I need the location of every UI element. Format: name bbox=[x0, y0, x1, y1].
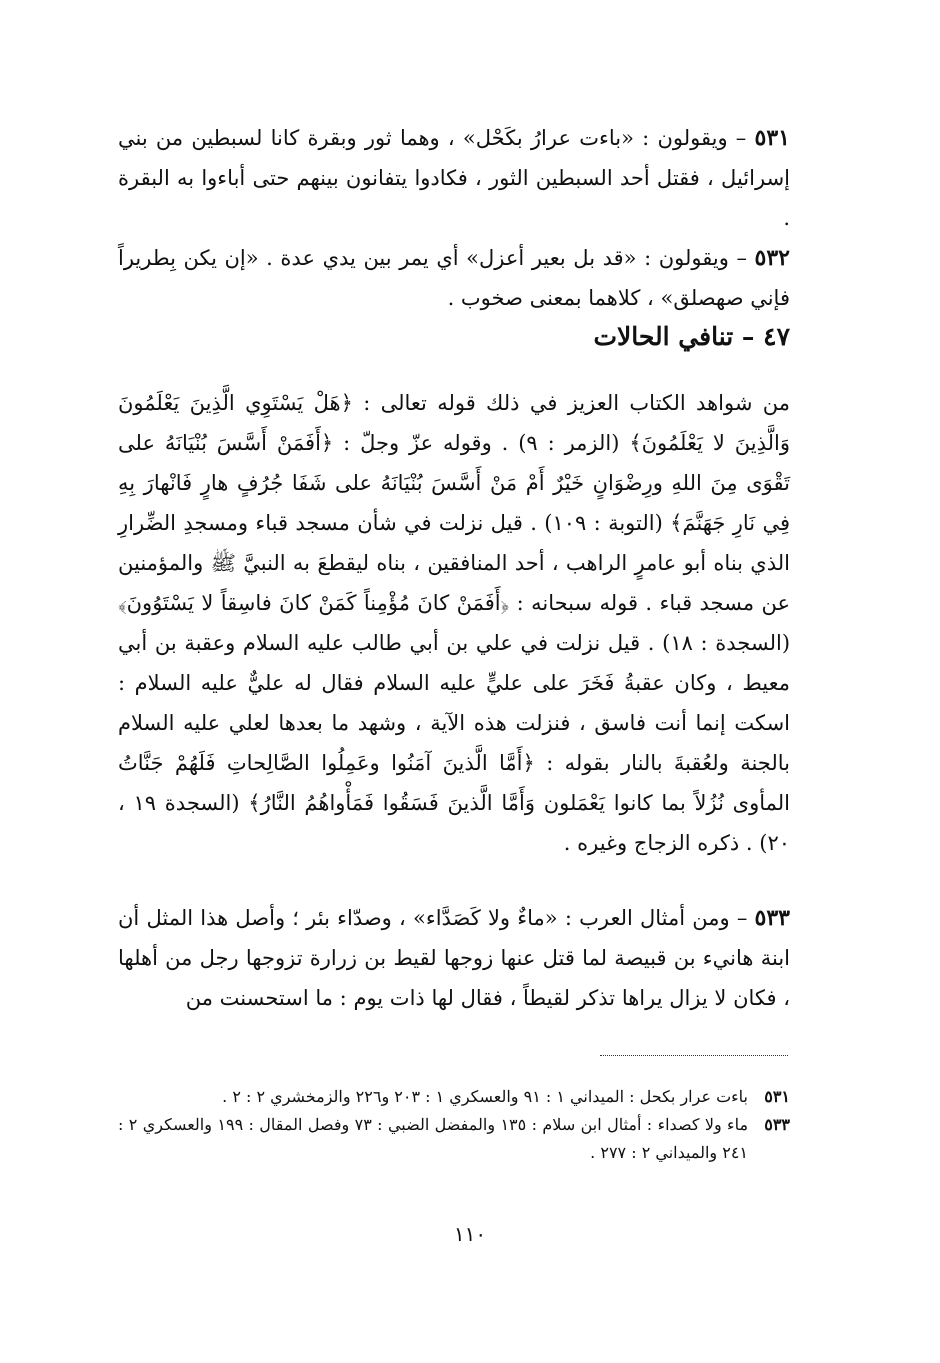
entry-531-text: – ويقولون : «باءت عرارُ بكَحْل» ، وهما ثور وبقرة كانا لسبطين من بني إسرائيل ، فقتل أحد السبطين الثور ، فكادوا يتفانون بينهم حتى أباءوا به البقرة . bbox=[118, 126, 790, 230]
section-47-body bbox=[118, 383, 790, 863]
footnote-533 bbox=[118, 1111, 790, 1167]
entry-531 bbox=[118, 118, 790, 238]
entry-533-block bbox=[118, 898, 790, 1018]
entry-533-text: – ومن أمثال العرب : «ماءٌ ولا كَصَدَّاء» ، وصدّاء بئر ؛ وأصل هذا المثل أن ابنة هانيء بن قبيصة لما قتل عنها زوجها لقيط بن زرارة تزوجها رجل من أهلها ، فكان لا يزال يراها تذكر لقيطاً ، فقال لها ذات يوم : ما استحسنت من bbox=[118, 906, 790, 1010]
entry-533 bbox=[118, 898, 790, 1018]
section-heading-number: ٤٧ bbox=[763, 322, 790, 351]
footnotes bbox=[118, 1083, 790, 1167]
footnote-533-text: ماء ولا كصداء : أمثال ابن سلام : ١٣٥ والمفضل الضبي : ٧٣ وفصل المقال : ١٩٩ والعسكري ٢ : ٢٤١ والميداني ٢ : ٢٧٧ . bbox=[118, 1115, 749, 1162]
section-heading-title: – تنافي الحالات bbox=[593, 322, 755, 351]
entry-532 bbox=[118, 238, 790, 318]
footnote-divider bbox=[600, 1055, 788, 1056]
page-number: ١١٠ bbox=[453, 1222, 487, 1246]
entries-531-532 bbox=[118, 118, 790, 318]
section-heading bbox=[593, 322, 790, 351]
entry-533-number: ٥٣٣ bbox=[754, 905, 790, 931]
footnote-531-number: ٥٣١ bbox=[764, 1087, 790, 1106]
section-47-paragraph: من شواهد الكتاب العزيز في ذلك قوله تعالى : ﴿هَلْ يَسْتَوِي الَّذِينَ يَعْلَمُونَ وَالَّذِينَ لا يَعْلَمُونَ﴾ (الزمر : ٩) . وقوله عزّ وجلّ : ﴿أَفَمَنْ أَسَّسَ بُنْيَانَهُ على تَقْوَى مِنَ اللهِ ورِضْوَانٍ خَيْرٌ أَمْ مَنْ أَسَّسَ بُنْيَانَهُ على شَفَا جُرُفٍ هارٍ فَانْهارَ بِهِ فِي نَارِ جَهَنَّمَ﴾ (التوبة : ١٠٩) . قيل نزلت في شأن مسجد قباء ومسجدِ الضِّرارِ الذي بناه أبو عامرٍ الراهب ، أحد المنافقين ، بناه ليقطعَ به النبيَّ ﷺ والمؤمنين عن مسجد قباء . قوله سبحانه : ﴿أَفَمَنْ كانَ مُؤْمِناً كَمَنْ كانَ فاسِقاً لا يَسْتَوُونَ﴾ (السجدة : ١٨) . قيل نزلت في علي بن أبي طالب عليه السلام وعقبة بن أبي معيط ، وكان عقبةُ فَخَرَ على عليٍّ عليه السلام فقال له عليٌّ عليه السلام : اسكت إنما أنت فاسق ، فنزلت هذه الآية ، وشهد ما بعدها لعلي عليه السلام بالجنة ولعُقبةَ بالنار بقوله : ﴿أَمَّا الَّذينَ آمَنُوا وعَمِلُوا الصَّالِحاتِ فَلَهُمْ جَنَّاتُ المأوى نُزُلاً بما كانوا يَعْمَلون وَأَمَّا الَّذينَ فَسَقُوا فَمَأْواهُمُ النَّارُ﴾ (السجدة ١٩ ، ٢٠) . ذكره الزجاج وغيره . bbox=[118, 391, 791, 855]
entry-532-text: – ويقولون : «قد بل بعير أعزل» أي يمر بين يدي عدة . «إن يكن بِطريراً فإني صهصلق» ، كلاهما بمعنى صخوب . bbox=[118, 246, 790, 310]
footnote-533-number: ٥٣٣ bbox=[764, 1115, 790, 1134]
footnote-531 bbox=[118, 1083, 790, 1111]
footnote-531-text: باءت عرار بكحل : الميداني ١ : ٩١ والعسكري ١ : ٢٠٣ و٢٢٦ والزمخشري ٢ : ٢ . bbox=[222, 1087, 748, 1106]
entry-531-number: ٥٣١ bbox=[754, 125, 790, 151]
entry-532-number: ٥٣٢ bbox=[754, 245, 790, 271]
